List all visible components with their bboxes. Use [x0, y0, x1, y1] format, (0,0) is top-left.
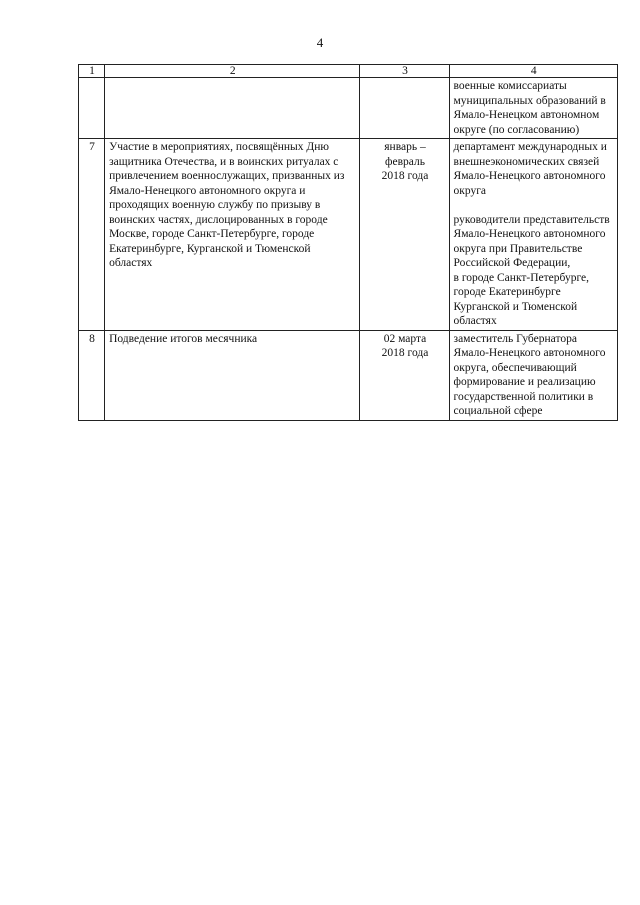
date-cell [360, 78, 449, 139]
date-cell: январь – февраль 2018 года [360, 139, 449, 331]
column-number-3: 3 [360, 65, 449, 78]
table-header-row [79, 65, 618, 78]
column-number-2: 2 [105, 65, 360, 78]
column-number-1: 1 [79, 65, 105, 78]
page-number: 4 [316, 35, 324, 50]
event-cell [105, 78, 360, 139]
plan-table [78, 64, 618, 421]
responsible-cell: заместитель Губернатора Ямало-Ненецкого автономного округа, обеспечивающий формирование и реализацию государственной политики в социальной сфере [449, 330, 617, 420]
table-row [79, 330, 618, 420]
table-row [79, 78, 618, 139]
responsible-cell: департамент международных и внешнеэкономических связей Ямало-Ненецкого автономного округа руководители представительств Ямало-Ненецкого автономного округа при Правительстве Российской Федерации, в городе Санкт-Петербурге, городе Екатеринбурге Курганской и Тюменской областях [449, 139, 617, 331]
column-number-4: 4 [449, 65, 617, 78]
event-cell: Подведение итогов месячника [105, 330, 360, 420]
row-number-cell: 8 [79, 330, 105, 420]
date-cell: 02 марта 2018 года [360, 330, 449, 420]
table-row [79, 139, 618, 331]
row-number-cell [79, 78, 105, 139]
row-number-cell: 7 [79, 139, 105, 331]
event-cell: Участие в мероприятиях, посвящённых Дню защитника Отечества, и в воинских ритуалах с привлечением военнослужащих, призванных из Ямало-Ненецкого автономного округа и проходящих военную службу по призыву в воинских частях, дислоцированных в городе Москве, городе Санкт-Петербурге, городе Екатеринбурге, Курганской и Тюменской областях [105, 139, 360, 331]
responsible-cell: военные комиссариаты муниципальных образований в Ямало-Ненецком автономном округе (по согласованию) [449, 78, 617, 139]
